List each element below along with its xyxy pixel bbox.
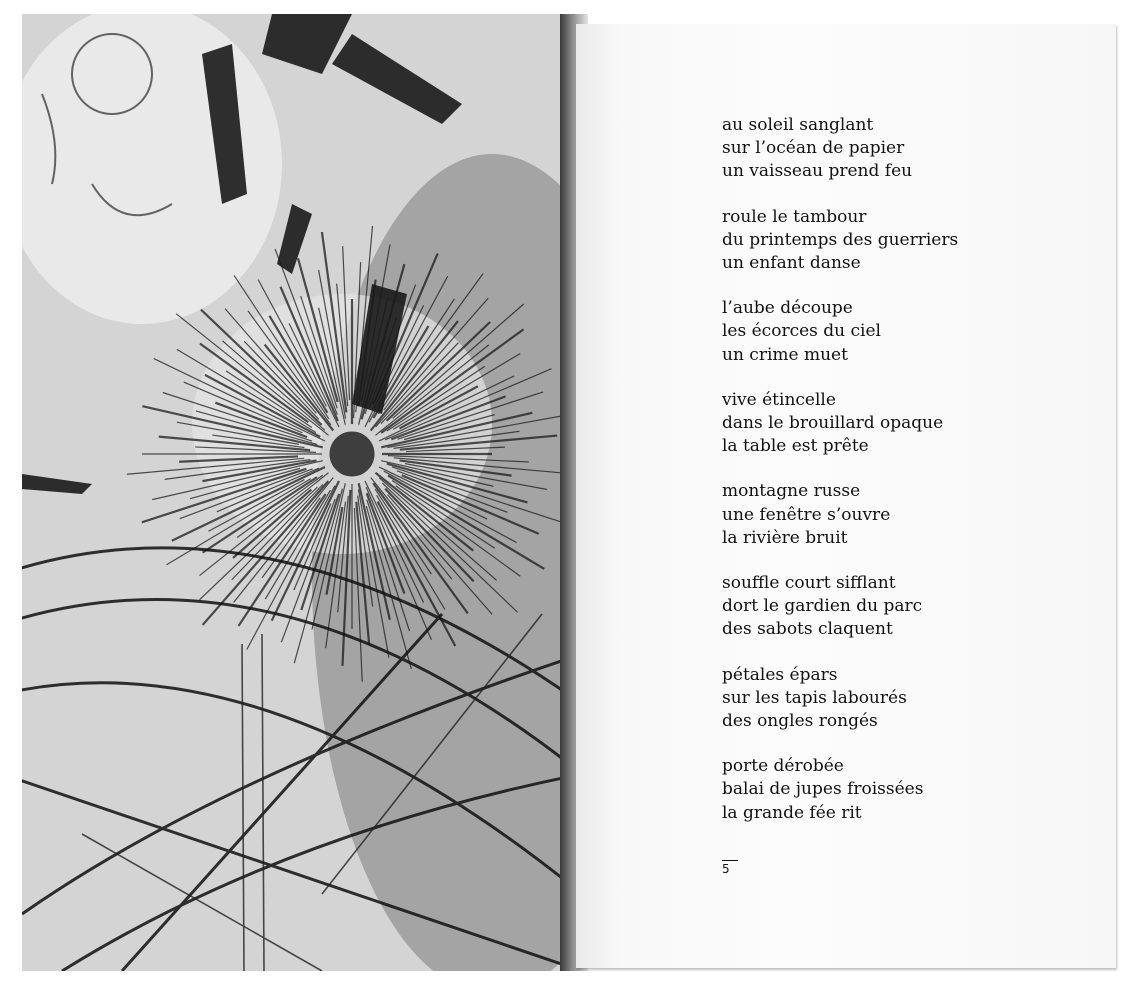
abstract-etching-image	[22, 14, 574, 971]
poem-line: la rivière bruit	[722, 527, 848, 548]
poem-line: balai de jupes froissées	[722, 779, 924, 800]
poem-line: un enfant danse	[722, 253, 861, 274]
poem-line: montagne russe	[722, 481, 861, 502]
stanza	[722, 755, 1082, 825]
poem-line: une fenêtre s’ouvre	[722, 504, 891, 525]
poem-line: du printemps des guerriers	[722, 229, 959, 250]
poem-line: la table est prête	[722, 436, 869, 457]
page-number: 5	[722, 860, 738, 876]
poem-line: un vaisseau prend feu	[722, 161, 913, 182]
illustration-page	[22, 14, 574, 971]
stanza	[722, 480, 1082, 550]
poem-line: les écorces du ciel	[722, 321, 881, 342]
poem-line: sur les tapis labourés	[722, 687, 907, 708]
stanza	[722, 114, 1082, 184]
poem-line: pétales épars	[722, 664, 838, 685]
poem-line: sur l’océan de papier	[722, 138, 905, 159]
poem-line: des sabots claquent	[722, 619, 893, 640]
poem-line: roule le tambour	[722, 206, 867, 227]
stanza	[722, 572, 1082, 642]
stanza	[722, 206, 1082, 276]
stanza	[722, 664, 1082, 734]
poem-line: vive étincelle	[722, 389, 836, 410]
poem-line: porte dérobée	[722, 756, 844, 777]
poem-line: souffle court sifflant	[722, 573, 896, 594]
stanza	[722, 297, 1082, 367]
stanza	[722, 389, 1082, 459]
poem-line: dans le brouillard opaque	[722, 413, 944, 434]
poem-line: la grande fée rit	[722, 802, 862, 823]
poem	[722, 114, 1082, 847]
poem-line: l’aube découpe	[722, 298, 853, 319]
poem-line: des ongles rongés	[722, 711, 878, 732]
poem-line: dort le gardien du parc	[722, 596, 923, 617]
poem-line: un crime muet	[722, 344, 848, 365]
text-page	[576, 24, 1116, 968]
poem-line: au soleil sanglant	[722, 115, 874, 135]
